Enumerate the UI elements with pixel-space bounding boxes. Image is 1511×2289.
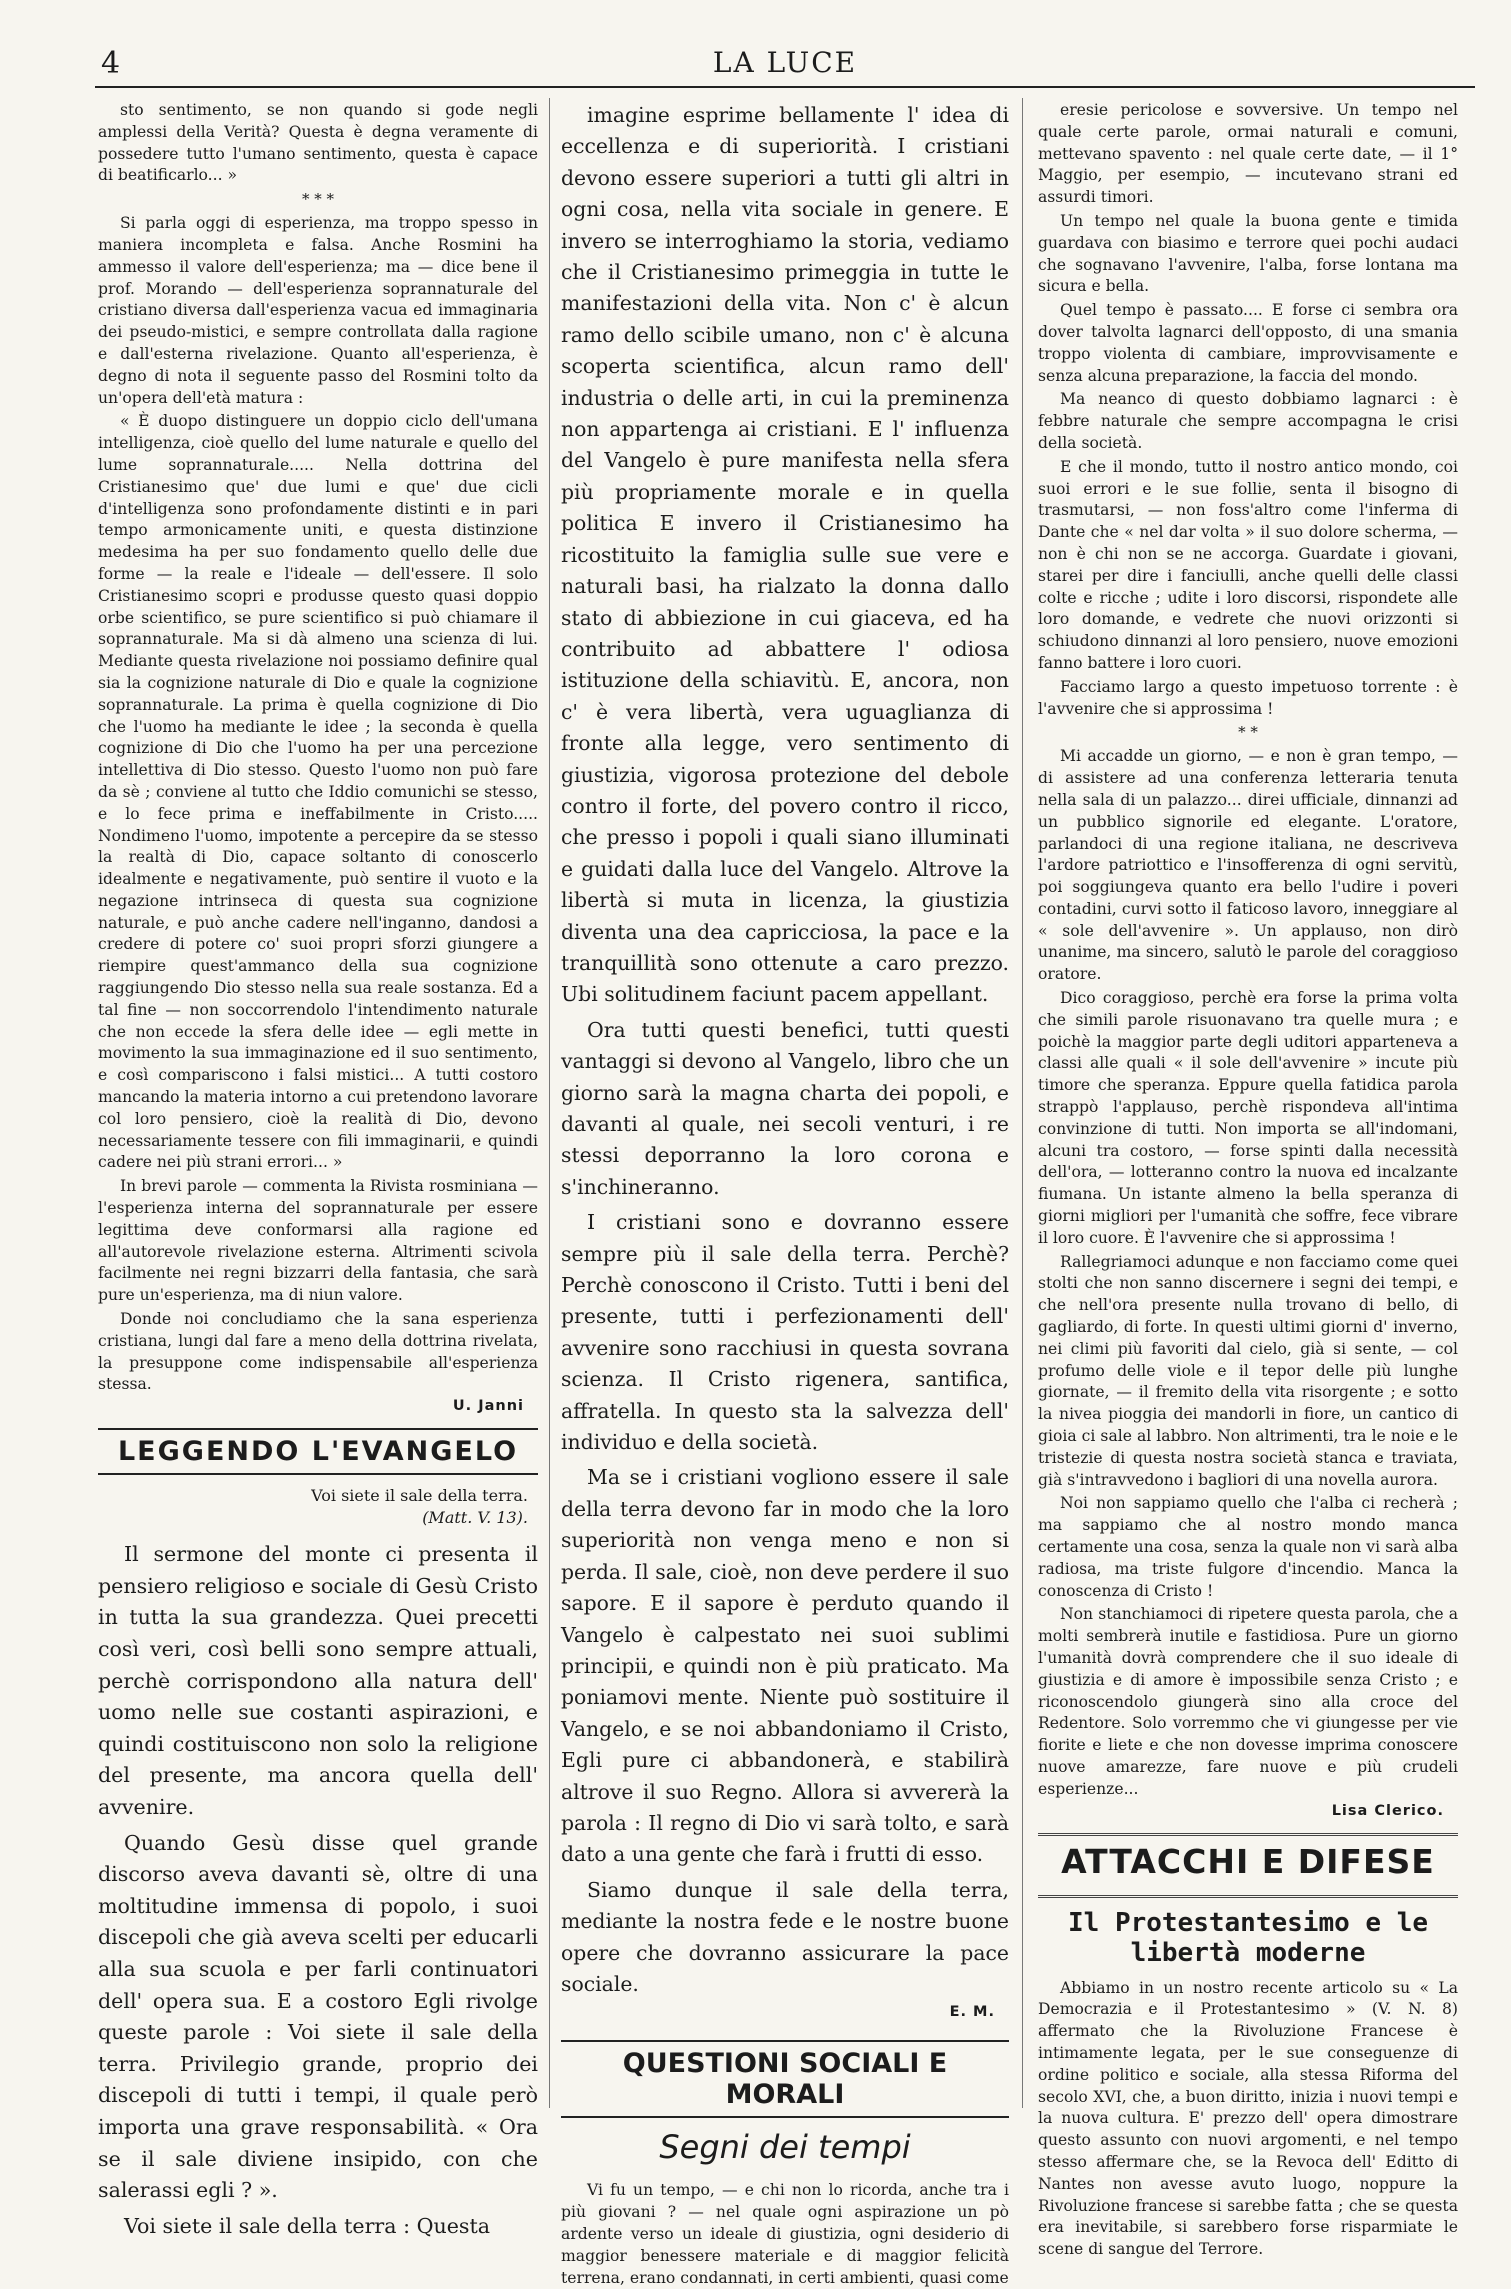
paragraph: Quel tempo è passato.... E forse ci sembra ora dover talvolta lagnarci dell'opposto, di una smania troppo violenta di cambiare, improvvisamente e senza alcuna preparazione, la faccia del mondo. [1038,301,1458,385]
paragraph: Siamo dunque il sale della terra, mediante la nostra fede e le nostre buone opere che dovranno assicurare la pace sociale. [561,1877,1009,1996]
paragraph: Dico coraggioso, perchè era forse la prima volta che simili parole risuonavano tra quelle mura ; e poichè la maggior parte degli uditori apparteneva a classi alle quali « il sole dell'avvenire » incute più timore che speranza. Eppure quella fatidica parola strappò l'applauso, perchè rispondeva all'intima convinzione di tutti. Non importa se all'indomani, alcuni tra costoro, — forse spinti dalla necessità dell'ora, — lotteranno contro la nuova ed incalzante fiumana. Un istante almeno la bella speranza di giorni migliori per l'umanità che soffre, fece vibrare il loro cuore. È l'avvenire che si approssima ! [1038,989,1458,1247]
article-body [561,2180,1009,2289]
article-body [98,1539,538,2242]
masthead: LA LUCE [712,46,858,79]
epigraph-text: Voi siete il sale della terra. [311,1486,528,1506]
column-middle [561,100,1009,2287]
paragraph: Mi accadde un giorno, — e non è gran tempo, — di assistere ad una conferenza letteraria tenuta nella sala di un palazzo... direi ufficiale, dinnanzi ad un pubblico signorile ed elegante. L'oratore, parlandoci di una regione italiana, ne descriveva l'ardore patriottico e l'insofferenza di ogni servitù, poi soggiungeva quanto era bello l'udire i poveri contadini, curvi sotto il faticoso lavoro, inneggiare al « sole dell'avvenire ». Un applauso, non dirò unanime, ma sincero, salutò le parole del coraggioso oratore. [1038,747,1458,984]
page-header [95,42,1475,88]
paragraph: Vi fu un tempo, — e chi non lo ricorda, anche tra i più giovani ? — nel quale ogni aspirazione un pò ardente verso un ideale di giustizia, ogni desiderio di maggior benessere materiale e di maggior felicità terrena, erano condannati, in certi ambienti, quasi come [561,2181,1009,2287]
paragraph: Voi siete il sale della terra : Questa [124,2213,491,2238]
column-left [98,100,538,2238]
paragraph: I cristiani sono e dovranno essere sempre più il sale della terra. Perchè? Perchè conoscono il Cristo. Tutti i beni del presente, tutti i perfezionamenti dell' avvenire sono racchiusi in questa sovrana scienza. Il Cristo rigenera, santifica, affratella. In questo sta la salvezza dell' individuo e della società. [561,1210,1009,1455]
paragraph: Il sermone del monte ci presenta il pensiero religioso e sociale di Gesù Cristo in tutta la sua grandezza. Quei precetti così veri, così belli sono sempre attuali, perchè corrispondono alla natura dell' uomo nelle sue costanti aspirazioni, e quindi costituiscono non solo la religione del presente, ma ancora quella dell' avvenire. [98,1542,538,1819]
article-body [1038,1978,1458,2261]
paragraph: Donde noi concludiamo che la sana esperienza cristiana, lungi dal fare a meno della dottrina rivelata, la presuppone come indispensabile all'esperienza stessa. [98,1310,538,1394]
author-signature: Lisa Clerico. [1331,1802,1444,1819]
section-header [561,2040,1009,2118]
page-number: 4 [101,46,121,81]
section-divider [1038,1833,1458,1836]
paragraph: E che il mondo, tutto il nostro antico mondo, coi suoi errori e le sue follie, senta il bisogno di trasmutarsi, — non foss'altro come l'inferma di Dante che « nel dar volta » il suo dolore scherma, — non è chi non se ne accorga. Guardate i giovani, starei per dire i fanciulli, anche quelli delle classi colte e ricche ; udite i loro discorsi, rispondete alle loro domande, e vedrete che nuovi orizzonti si schiudono dinnanzi al loro pensiero, nuove emozioni fanno battere i loro cuori. [1038,457,1458,672]
paragraph: eresie pericolose e sovversive. Un tempo nel quale certe parole, ormai naturali e comuni, mettevano spavento : nel quale certe date, — il 1° Maggio, per esempio, — incutevano strani ed assurdi timori. [1038,101,1458,207]
paragraph: Ma se i cristiani vogliono essere il sale della terra devono far in modo che la loro superiorità non venga meno e non si perda. Il sale, cioè, non deve perdere il suo sapore. E il sapore è perduto quando il Vangelo è calpestato nei suoi sublimi principii, e quindi non è più praticato. Ma poniamovi mente. Niente può sostituire il Vangelo, e se noi abbandoniamo il Cristo, Egli pure ci abbandonerà, e stabilirà altrove il suo Regno. Allora si avvererà la parola : Il regno di Dio vi sarà tolto, e sarà dato a una gente che farà i frutti di esso. [561,1465,1009,1867]
paragraph: Noi non sappiamo quello che l'alba ci recherà ; ma sappiamo che al nostro mondo manca certamente una cosa, senza la quale non vi sarà alba radiosa, ma triste fulgore d'incendio. Manca la conoscenza di Cristo ! [1038,1494,1458,1600]
section-stars: * * [1238,723,1258,742]
paragraph: Un tempo nel quale la buona gente e timida guardava con biasimo e terrore quei pochi audaci che sognavano l'avvenire, l'alba, forse lontana ma sicura e bella. [1038,211,1458,296]
paragraph: sto sentimento, se non quando si gode negli amplessi della Verità? Questa è degna veramente di possedere tutto l'umano sentimento, questa è capace di beatificarlo... » [98,101,538,185]
section-divider [1038,1895,1458,1898]
paragraph: Si parla oggi di esperienza, ma troppo spesso in maniera incompleta e falsa. Anche Rosmini ha ammesso il valore dell'esperienza; ma — dice bene il prof. Morando — dell'esperienza soprannaturale del cristiano diversa dall'esperienza vacua ed immaginaria dei pseudo-mistici, e sempre controllata dalla ragione e dall'esterna rivelazione. Quanto all'esperienza, è degno di nota il seguente passo del Rosmini tolto da un'opera dell'età matura : [98,214,538,407]
author-signature: U. Janni [452,1398,524,1415]
paragraph: Quando Gesù disse quel grande discorso aveva davanti sè, oltre di una moltitudine immensa di popolo, i suoi discepoli che già aveva scelti per educarli alla sua scuola e per farli continuatori dell' opera sua. E a costoro Egli rivolge queste parole : Voi siete il sale della terra. Privilegio grande, proprio dei discepoli di tutti i tempi, il quale però importa una grave responsabilità. « Ora se il sale diviene insipido, con che salerassi egli ? ». [98,1830,538,2203]
paragraph: imagine esprime bellamente l' idea di eccellenza e di superiorità. I cristiani devono essere superiori a tutti gli altri in ogni cosa, nella vita sociale in genere. E invero se interroghiamo la storia, vediamo che il Cristianesimo primeggia in tutte le manifestazioni della vita. Non c' è alcun ramo dello scibile umano, non c' è alcuna scoperta scientifica, alcun ramo dell' industria o delle arti, in cui la preminenza non appartenga ai cristiani. E l' influenza del Vangelo è pure manifesta nella sfera più propriamente morale e in quella politica E invero il Cristianesimo ha ricostituito la famiglia sulle sue vere e naturali basi, ha rialzato la donna dallo stato di abbiezione in cui giaceva, ed ha contribuito ad abbattere l' odiosa istituzione della schiavitù. E, ancora, non c' è vera libertà, vera uguaglianza di fronte alla legge, vero sentimento di giustizia, vigorosa protezione del debole contro il forte, del povero contro il ricco, che presso i popoli i quali siano illuminati e guidati dalla luce del Vangelo. Altrove la libertà si muta in licenza, la giustizia diventa una dea capricciosa, la pace e la tranquillità sono ottenute a caro prezzo. Ubi solitudinem faciunt pacem appellant. [561,103,1009,1007]
paragraph: Facciamo largo a questo impetuoso torrente : è l'avvenire che si approssima ! [1038,677,1458,718]
quote-paragraph: « È duopo distinguere un doppio ciclo dell'umana intelligenza, cioè quello del lume naturale e quello del lume soprannaturale..... Nella dottrina del Cristianesimo que' due lumi e que' due cicli d'intelligenza sono profondamente distinti e in pari tempo armonicamente uniti, e questa distinzione medesima ha per suo fondamento quello delle due forme — la reale e l'ideale — dell'essere. Il solo Cristianesimo scopri e produsse questo quasi doppio orbe scientifico, se pure scientifico si può chiamare il soprannaturale. Ma si dà almeno una scienza di lui. Mediante questa rivelazione noi possiamo definire qual sia la cognizione naturale di Dio e quale la cognizione soprannaturale. La prima è quella cognizione di Dio che l'uomo ha mediante le idee ; la seconda è quella cognizione di Dio che l'uomo ha per una percezione intellettiva di Dio stesso. Questo l'uomo non può fare da sè ; conviene al tutto che Iddio comunichi se stesso, e lo fece prima e ineffabilmente in Cristo..... Nondimeno l'uomo, impotente a percepire da se stesso la realtà di Dio, capace soltanto di conoscerlo idealmente e negativamente, può sentire il vuoto e la negazione intrinseca di questa sua cognizione naturale, e può anche cadere nell'inganno, dandosi a credere di potere co' suoi propri sforzi giungere a riempire quest'ammanco della sua cognizione raggiungendo Dio stesso nella sua reale sostanza. Ed a tal fine — non soccorrendolo l'intendimento naturale che non eccede la sfera delle idee — egli mette in movimento la sua immaginazione ed il suo sentimento, e così compariscono i falsi mistici... A tutti costoro mancando la materia intorno a cui pretendono lavorare col loro pensiero, cioè la realità di Dio, devono necessariamente tessere con fili immaginarii, e quindi cadere nei più strani errori... » [98,412,538,1172]
column-rule [549,98,550,2108]
paragraph: Abbiamo in un nostro recente articolo su « La Democrazia e il Protestantesimo » (V. N. 8) affermato che la Rivoluzione Francese è intimamente legata, per le sue conseguenze di ordine politico e sociale, alla stessa Riforma del secolo XVI, che, a buon diritto, inizia i nuovi tempi e la nuova cultura. E' prezzo dell' opera dimostrare questo assunto con nuovi argomenti, e nel tempo stesso affermare che, se la Revoca dell' Editto di Nantes non avesse avuto luogo, noppure la Rivoluzione francese si sarebbe fatta ; che se questa era inevitabile, si sarebbero forse risparmiate le scene di sangue del Terrore. [1038,1978,1458,2259]
paragraph: Ma neanco di questo dobbiamo lagnarci : è febbre naturale che sempre accompagna le crisi della società. [1038,390,1458,452]
author-signature: E. M. [949,2004,995,2021]
paragraph: Rallegriamoci adunque e non facciamo come quei stolti che non sanno discernere i segni dei tempi, e che nell'ora presente nulla trovano di bello, di gagliardo, di forte. In questi ultimi giorni d' inverno, nei climi più favoriti dal cielo, già si sente, — col profumo delle viole e il tepor delle più lunghe giornate, — il fremito della vita risorgente ; e sotto la nivea pioggia dei mandorli in fiore, un cantico di gioia ci sale al labbro. Non altrimenti, tra le noie e le tristezie di questa nostra società stanca e traviata, già s'intravvedono i bagliori di una novella aurora. [1038,1252,1458,1489]
column-rule [1022,98,1023,2108]
section-title: QUESTIONI SOCIALI E MORALI [622,2048,948,2111]
article-continuation [1038,100,1458,1819]
epigraph-ref: (Matt. V. 13). [422,1508,528,1528]
section-header [98,1428,538,1475]
section-title: ATTACCHI E DIFESE [1061,1841,1435,1881]
epigraph [98,1485,528,1529]
section-stars: * * * [301,190,335,209]
paragraph: Ora tutti questi benefici, tutti questi vantaggi si devono al Vangelo, libro che un giorno sarà la magna charta dei popoli, e davanti al quale, nei secoli venturi, i re stessi deporranno la loro corona e s'inchineranno. [561,1017,1009,1199]
article-title: Segni dei tempi [659,2128,911,2167]
section-title: LEGGENDO L'EVANGELO [117,1436,519,1468]
paragraph: In brevi parole — commenta la Rivista rosminiana — l'esperienza interna del soprannaturale per essere legittima deve conformarsi alla ragione ed all'autorevole rivelazione esterna. Altrimenti scivola facilmente nei regni bizzarri della fantasia, che sarà pure un'esperienza, ma di niun valore. [98,1177,538,1305]
column-right [1038,100,1458,2259]
article-title: Il Protestantesimo e le libertà moderne [1067,1907,1429,1968]
article-continuation [98,100,538,1414]
paragraph: Non stanchiamoci di ripetere questa parola, che a molti sembrerà inutile e fastidiosa. Pure un giorno l'umanità dovrà comprendere che il suo ideale di giustizia e di amore è impossibile senza Cristo ; e riconoscendolo giungerà sino alla croce del Redentore. Solo vorremmo che vi giungesse per vie fiorite e liete e che non dovesse imprima conoscere nuove amarezze, fare nuove e più crudeli esperienze... [1038,1605,1458,1798]
